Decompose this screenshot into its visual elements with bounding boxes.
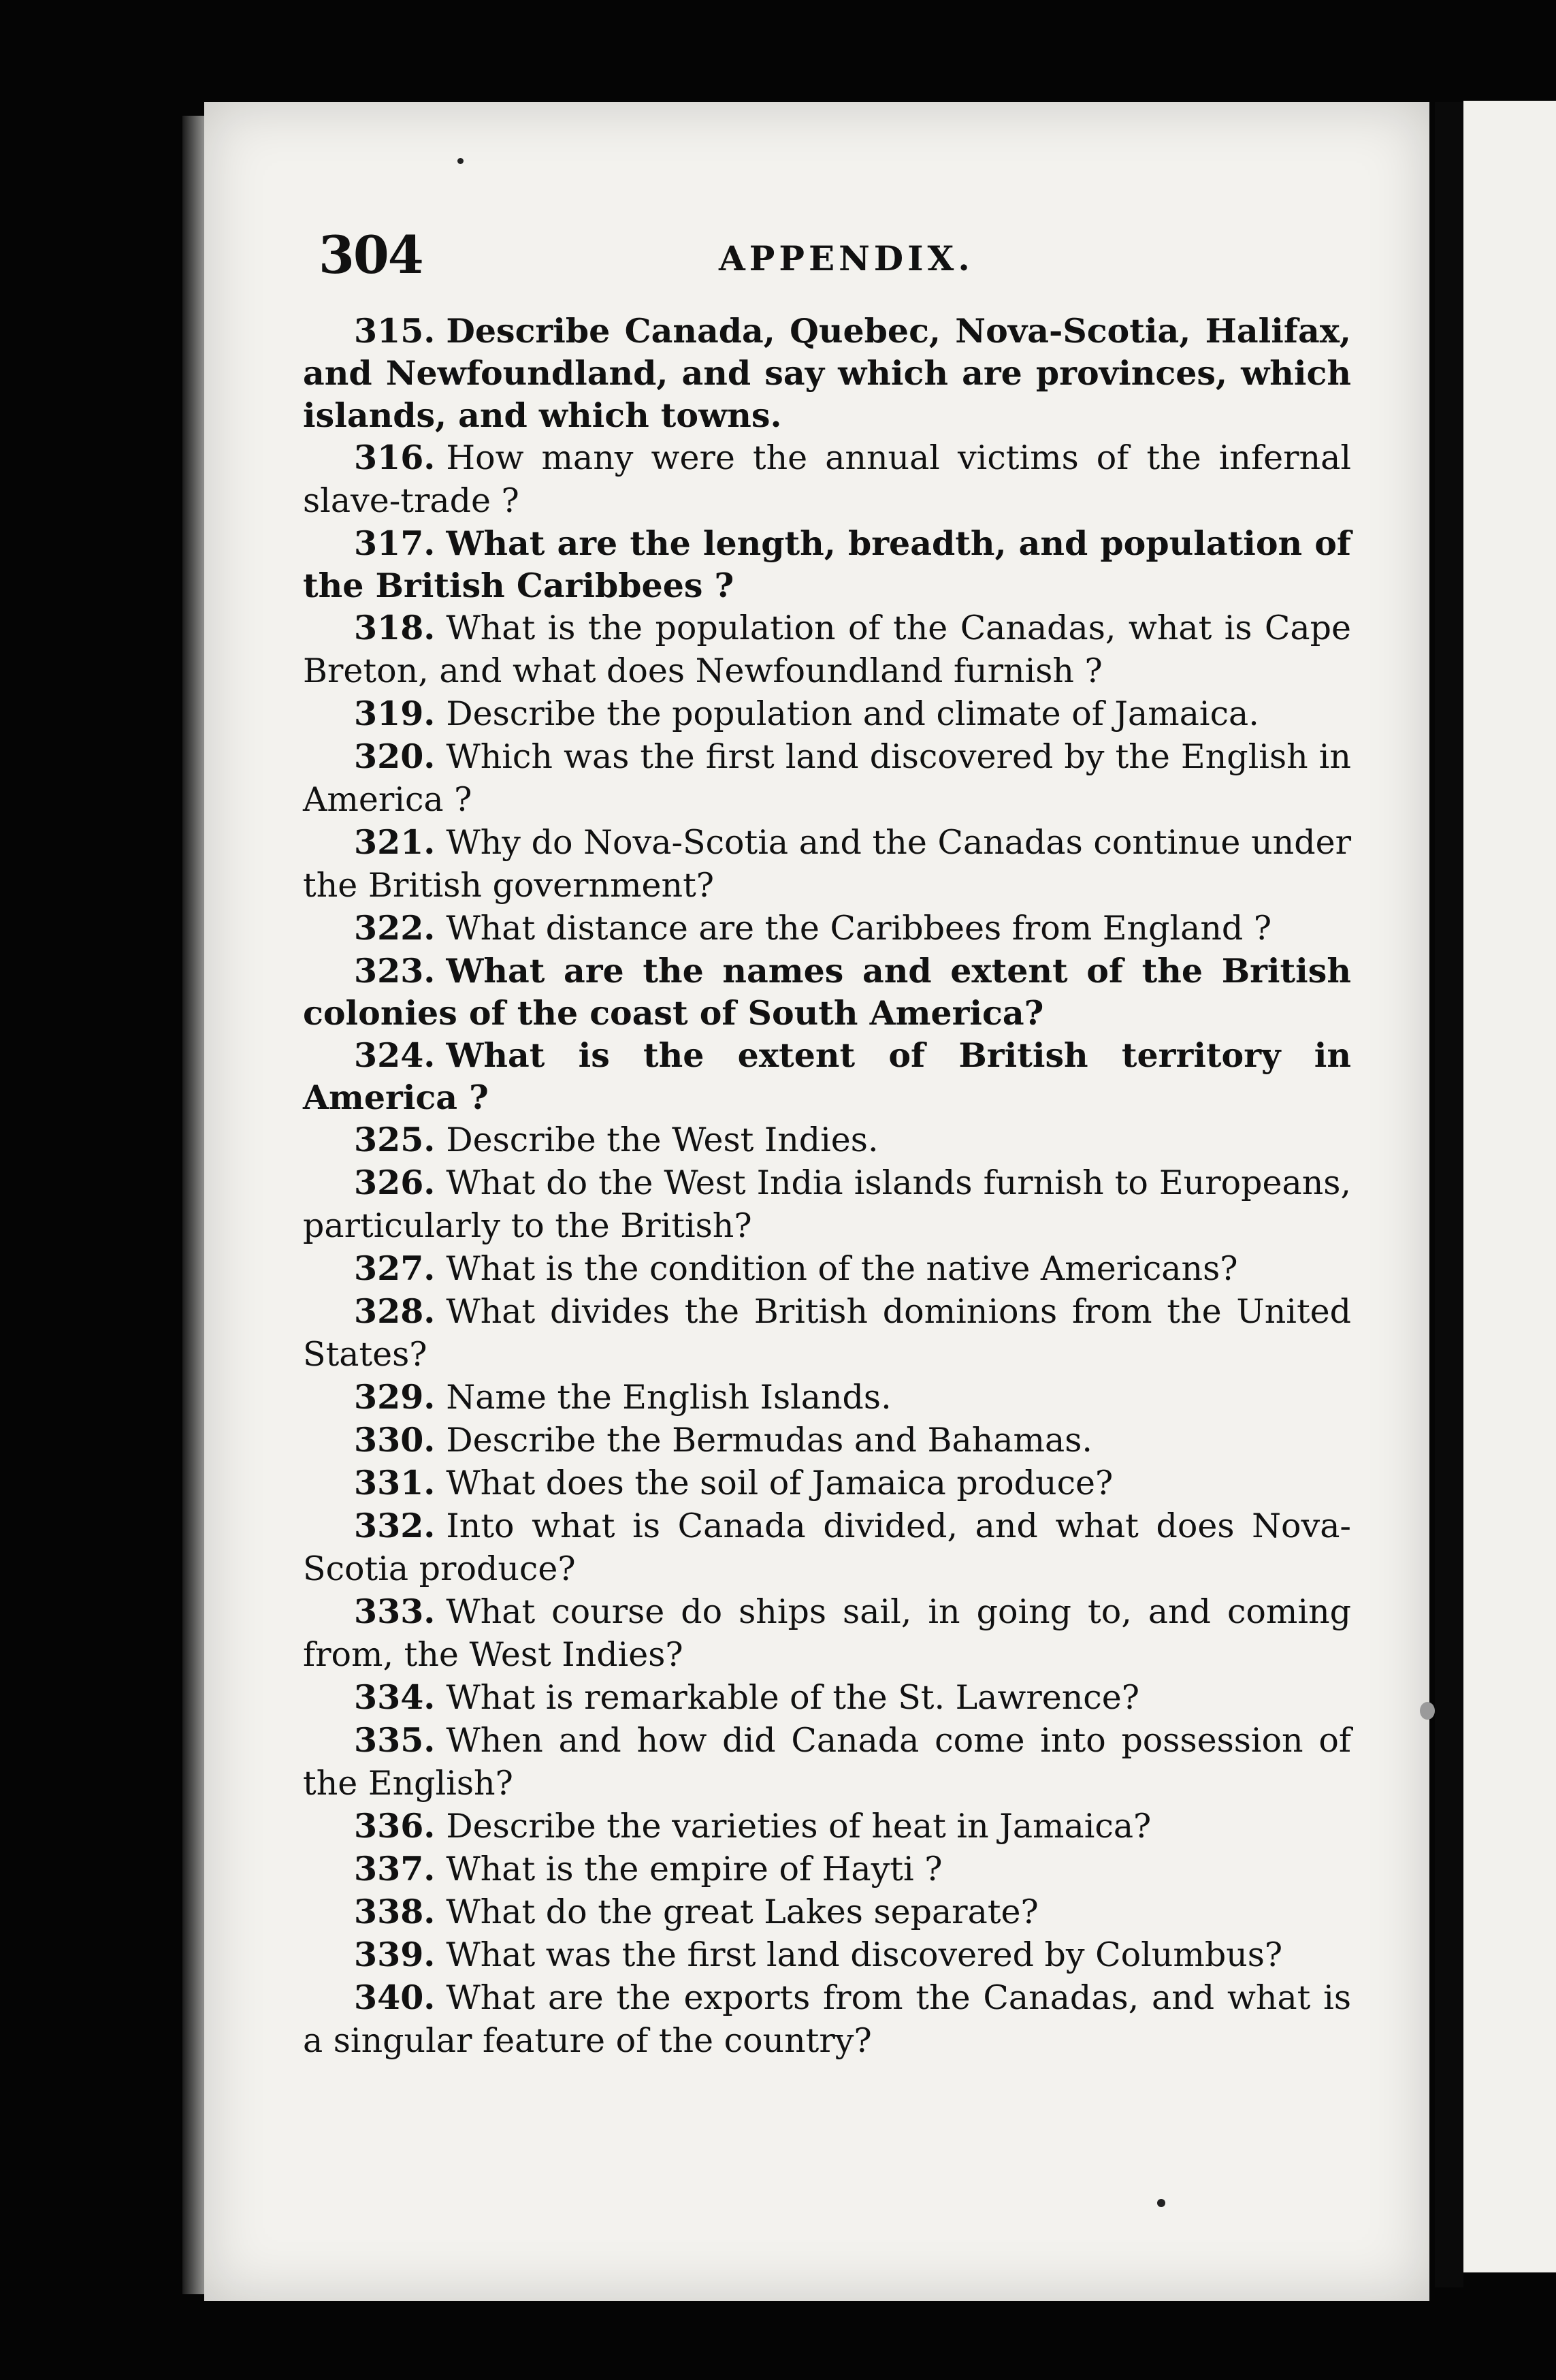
- question-item: [303, 522, 1351, 607]
- question-text: Describe the varieties of heat in Jamaica?: [446, 1807, 1152, 1846]
- ink-speck: [1420, 1702, 1435, 1720]
- question-number: 331.: [354, 1463, 436, 1502]
- question-text: What is the extent of British territory in America ?: [303, 1035, 1351, 1117]
- page-header: [319, 225, 1360, 286]
- question-text: What is the population of the Canadas, what is Cape Breton, and what does Newfoundland furnish ?: [303, 609, 1351, 690]
- question-text: Describe the Bermudas and Bahamas.: [446, 1421, 1092, 1460]
- question-text: Describe Canada, Quebec, Nova-Scotia, Halifax, and Newfoundland, and say which are provinces, which islands, and which towns.: [303, 311, 1351, 435]
- question-number: 333.: [354, 1592, 436, 1631]
- question-text: Which was the first land discovered by the English in America ?: [303, 737, 1351, 819]
- page-gutter: [1435, 102, 1463, 2287]
- question-item: [303, 907, 1351, 950]
- question-number: 327.: [354, 1249, 436, 1288]
- question-item: [303, 1676, 1351, 1719]
- question-text: What are the length, breadth, and population of the British Caribbees ?: [303, 524, 1351, 605]
- question-item: [303, 821, 1351, 907]
- question-item: [303, 1247, 1351, 1290]
- question-number: 317.: [354, 524, 436, 563]
- question-number: 340.: [354, 1978, 436, 2017]
- question-item: [303, 1119, 1351, 1161]
- question-number: 329.: [354, 1377, 436, 1417]
- question-text: What was the first land discovered by Columbus?: [446, 1935, 1283, 1974]
- question-item: [303, 310, 1351, 436]
- ink-speck: [1157, 2199, 1165, 2207]
- question-item: [303, 692, 1351, 735]
- question-text: When and how did Canada come into possession of the English?: [303, 1721, 1351, 1803]
- question-text: What do the great Lakes separate?: [446, 1893, 1039, 1931]
- question-text: What are the exports from the Canadas, and what is a singular feature of the country?: [303, 1978, 1351, 2060]
- question-text: What is the condition of the native Americans?: [446, 1249, 1238, 1288]
- question-number: 323.: [354, 951, 436, 991]
- question-number: 334.: [354, 1677, 436, 1717]
- question-item: [303, 1462, 1351, 1505]
- question-number: 326.: [354, 1163, 436, 1202]
- question-text: Describe the West Indies.: [446, 1121, 879, 1159]
- question-item: [303, 1419, 1351, 1462]
- question-number: 330.: [354, 1420, 436, 1460]
- question-item: [303, 1933, 1351, 1976]
- question-item: [303, 1976, 1351, 2062]
- question-number: 321.: [354, 822, 436, 862]
- question-item: [303, 1848, 1351, 1891]
- question-number: 319.: [354, 694, 436, 733]
- question-text: Into what is Canada divided, and what does Nova-Scotia produce?: [303, 1507, 1351, 1588]
- question-text: What are the names and extent of the British colonies of the coast of South America?: [303, 951, 1351, 1033]
- running-head: APPENDIX.: [719, 238, 974, 278]
- question-number: 328.: [354, 1291, 436, 1331]
- question-number: 322.: [354, 908, 436, 948]
- question-text: What distance are the Caribbees from England ?: [446, 909, 1272, 948]
- question-item: [303, 1719, 1351, 1805]
- question-number: 336.: [354, 1806, 436, 1846]
- question-text: Name the English Islands.: [446, 1378, 892, 1417]
- ink-speck: [457, 158, 464, 164]
- facing-page-edge: [1463, 101, 1556, 2272]
- question-number: 332.: [354, 1506, 436, 1545]
- question-text: Describe the population and climate of Jamaica.: [446, 694, 1259, 733]
- question-number: 338.: [354, 1892, 436, 1931]
- question-number: 335.: [354, 1720, 436, 1760]
- question-number: 337.: [354, 1849, 436, 1888]
- question-text: What course do ships sail, in going to, and coming from, the West Indies?: [303, 1592, 1351, 1674]
- question-text: How many were the annual victims of the infernal slave-trade ?: [303, 438, 1351, 520]
- question-text: Why do Nova-Scotia and the Canadas continue under the British government?: [303, 823, 1351, 905]
- question-number: 316.: [354, 438, 436, 477]
- question-item: [303, 436, 1351, 522]
- question-text: What does the soil of Jamaica produce?: [446, 1464, 1114, 1502]
- question-text: What is remarkable of the St. Lawrence?: [446, 1678, 1140, 1717]
- question-number: 315.: [354, 311, 436, 351]
- page-number: 304: [319, 225, 423, 285]
- question-text: What divides the British dominions from the United States?: [303, 1292, 1351, 1374]
- question-item: [303, 1161, 1351, 1247]
- question-item: [303, 1376, 1351, 1419]
- question-item: [303, 735, 1351, 821]
- question-text: What do the West India islands furnish to Europeans, particularly to the British?: [303, 1163, 1351, 1245]
- question-number: 325.: [354, 1120, 436, 1159]
- question-item: [303, 1590, 1351, 1676]
- question-item: [303, 1805, 1351, 1848]
- question-number: 324.: [354, 1035, 436, 1075]
- question-item: [303, 1034, 1351, 1119]
- question-item: [303, 1505, 1351, 1590]
- question-item: [303, 1891, 1351, 1933]
- question-number: 339.: [354, 1935, 436, 1974]
- question-list: [303, 310, 1351, 2062]
- question-text: What is the empire of Hayti ?: [446, 1850, 943, 1888]
- question-item: [303, 1290, 1351, 1376]
- question-number: 318.: [354, 608, 436, 647]
- question-number: 320.: [354, 737, 436, 776]
- question-item: [303, 950, 1351, 1034]
- question-item: [303, 607, 1351, 692]
